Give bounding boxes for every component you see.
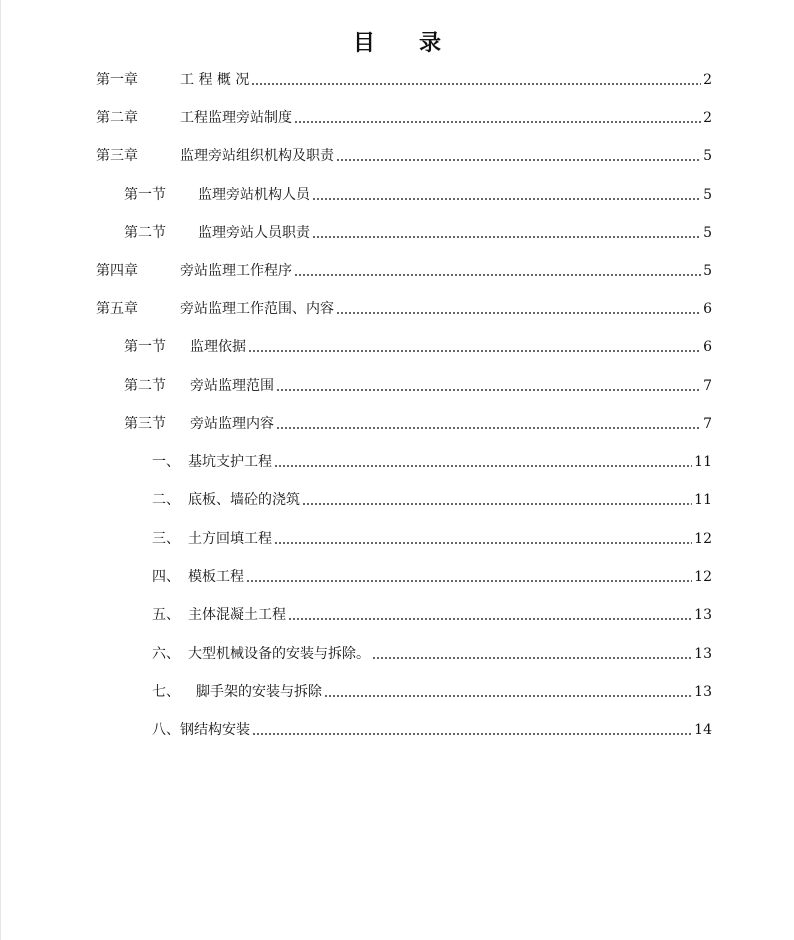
- toc-entry-title: 旁站监理工作程序: [180, 263, 292, 279]
- toc-dot-leader: [251, 74, 701, 86]
- toc-entry-number: 六、: [152, 646, 180, 662]
- toc-entry-title: 脚手架的安装与拆除: [196, 684, 322, 700]
- toc-entry-page: 12: [694, 569, 712, 585]
- toc-entry-page: 5: [703, 225, 712, 241]
- toc-entry[interactable]: [96, 146, 712, 166]
- toc-entry-number: 第二节: [124, 378, 166, 394]
- toc-entry-number: 三、: [152, 531, 180, 547]
- toc-entry[interactable]: [124, 223, 712, 243]
- toc-entry-number: 五、: [152, 607, 180, 623]
- toc-entry-number: 四、: [152, 569, 180, 585]
- toc-entry-page: 11: [694, 454, 712, 470]
- toc-entry-page: 13: [694, 607, 712, 623]
- toc-entry-page: 5: [703, 263, 712, 279]
- toc-entry-title: 监理旁站人员职责: [198, 225, 310, 241]
- toc-entry-title: 工程监理旁站制度: [180, 110, 292, 126]
- toc-dot-leader: [274, 533, 692, 545]
- toc-entry-title: 主体混凝土工程: [188, 607, 286, 623]
- toc-entry-title: 模板工程: [188, 569, 244, 585]
- toc-entry[interactable]: [96, 299, 712, 319]
- toc-dot-leader: [246, 571, 692, 583]
- toc-entry[interactable]: [124, 185, 712, 205]
- toc-entry-number: 七、: [152, 684, 180, 700]
- toc-entry-page: 2: [703, 110, 712, 126]
- toc-dot-leader: [372, 648, 692, 660]
- toc-dot-leader: [312, 227, 701, 239]
- toc-entry-title: 基坑支护工程: [188, 454, 272, 470]
- toc-entry[interactable]: [124, 337, 712, 357]
- toc-entry[interactable]: [124, 414, 712, 434]
- toc-entry[interactable]: [124, 376, 712, 396]
- toc-entry-number: 第二节: [124, 225, 166, 241]
- toc-title-char-2: 录: [419, 30, 442, 56]
- toc-entry-page: 14: [694, 722, 712, 738]
- toc-entry-page: 13: [694, 646, 712, 662]
- toc-entry[interactable]: [152, 452, 712, 472]
- toc-entry-page: 12: [694, 531, 712, 547]
- toc-dot-leader: [252, 724, 692, 736]
- toc-entry[interactable]: [152, 567, 712, 587]
- toc-entry-number: 一、: [152, 454, 180, 470]
- toc-entry-title: 旁站监理内容: [190, 416, 274, 432]
- toc-entry-title: 大型机械设备的安装与拆除。: [188, 646, 370, 662]
- toc-entry-page: 6: [703, 301, 712, 317]
- toc-entry[interactable]: [96, 108, 712, 128]
- toc-entry[interactable]: [152, 720, 712, 740]
- toc-dot-leader: [336, 303, 701, 315]
- toc-entry[interactable]: [152, 490, 712, 510]
- toc-entry-number: 第一章: [96, 72, 138, 88]
- toc-entry-title: 土方回填工程: [188, 531, 272, 547]
- toc-entry-number: 第一节: [124, 339, 166, 355]
- toc-entry[interactable]: [96, 70, 712, 90]
- toc-entry[interactable]: [152, 682, 712, 702]
- toc-dot-leader: [336, 150, 701, 162]
- toc-entry-title: 监理依据: [190, 339, 246, 355]
- toc-dot-leader: [294, 265, 701, 277]
- toc-entry-page: 2: [703, 72, 712, 88]
- toc-entry-page: 6: [703, 339, 712, 355]
- toc-entry-number: 二、: [152, 492, 180, 508]
- toc-entry-title: 钢结构安装: [180, 722, 250, 738]
- toc-entry-page: 5: [703, 187, 712, 203]
- toc-entry-number: 第四章: [96, 263, 138, 279]
- toc-title-char-1: 目: [352, 30, 375, 56]
- toc-entry-title: 监理旁站机构人员: [198, 187, 310, 203]
- toc-dot-leader: [288, 609, 692, 621]
- toc-dot-leader: [276, 380, 701, 392]
- toc-dot-leader: [276, 418, 701, 430]
- toc-entry[interactable]: [152, 644, 712, 664]
- toc-dot-leader: [274, 456, 692, 468]
- toc-entry-page: 5: [703, 148, 712, 164]
- toc-entry-title: 工 程 概 况: [180, 72, 250, 88]
- toc-entry[interactable]: [96, 261, 712, 281]
- toc-entry-page: 11: [694, 492, 712, 508]
- toc-entry-title: 旁站监理工作范围、内容: [180, 301, 334, 317]
- toc-entry-title: 监理旁站组织机构及职责: [180, 148, 334, 164]
- toc-entry[interactable]: [152, 605, 712, 625]
- toc-entry-title: 旁站监理范围: [190, 378, 274, 394]
- toc-entry-number: 第五章: [96, 301, 138, 317]
- toc-entry-number: 八、: [152, 722, 180, 738]
- toc-entry-number: 第三节: [124, 416, 166, 432]
- toc-entry-page: 13: [694, 684, 712, 700]
- toc-entry-page: 7: [703, 378, 712, 394]
- toc-entry-page: 7: [703, 416, 712, 432]
- toc-entry-number: 第一节: [124, 187, 166, 203]
- toc-entry[interactable]: [152, 529, 712, 549]
- toc-dot-leader: [312, 189, 701, 201]
- toc-dot-leader: [324, 686, 692, 698]
- toc-dot-leader: [302, 494, 692, 506]
- toc-dot-leader: [294, 112, 701, 124]
- toc-entry-title: 底板、墙砼的浇筑: [188, 492, 300, 508]
- toc-entry-number: 第二章: [96, 110, 138, 126]
- toc-dot-leader: [248, 341, 701, 353]
- toc-entry-number: 第三章: [96, 148, 138, 164]
